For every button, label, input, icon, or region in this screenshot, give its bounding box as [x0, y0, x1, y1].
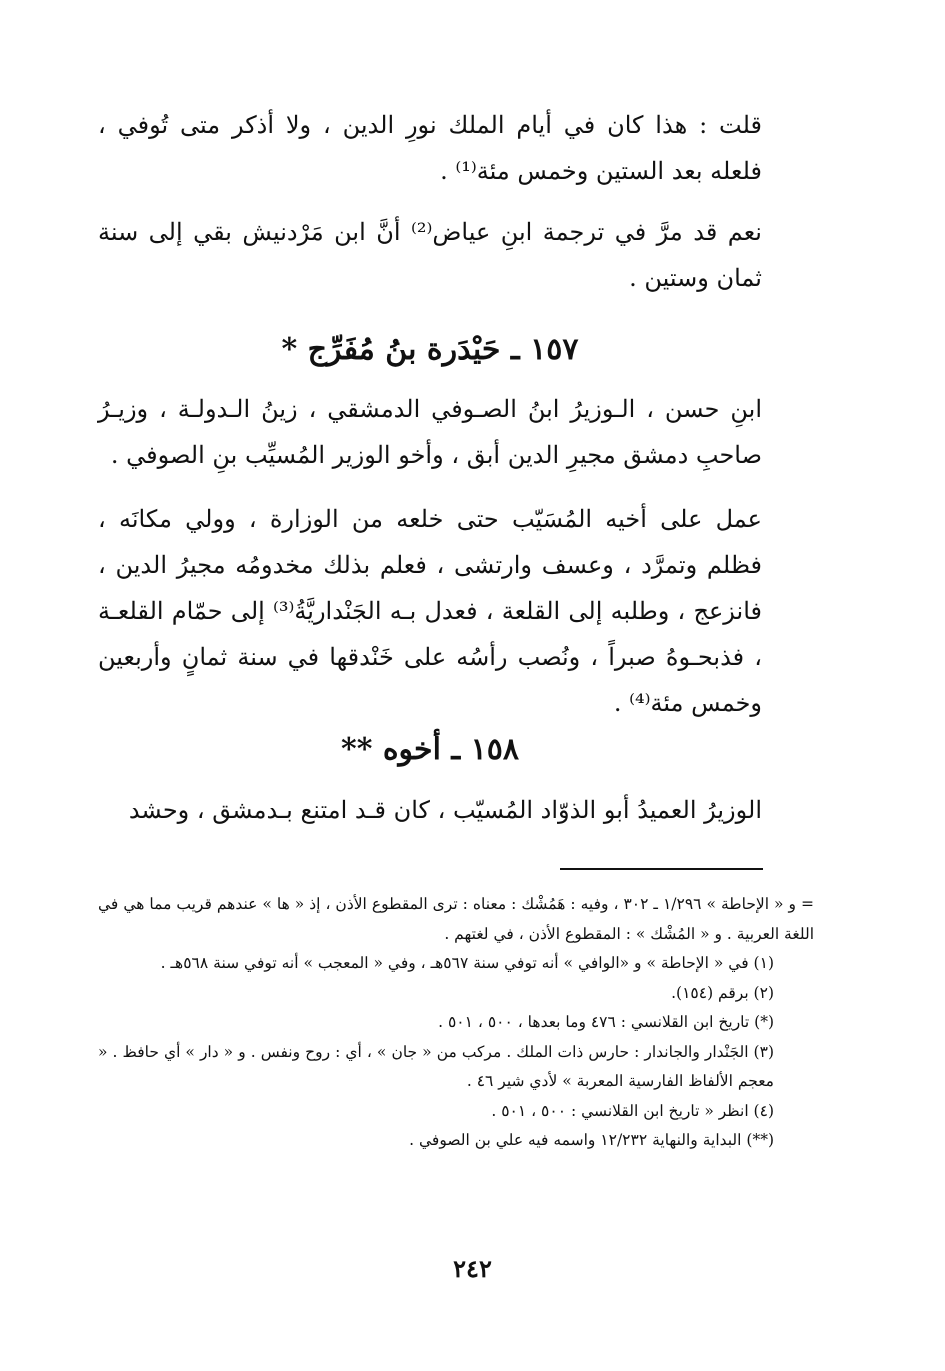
footnote-separator — [560, 868, 763, 870]
footnote-4: (٤) انظر « تاريخ ابن القلانسي : ٥٠٠ ، ٥٠١ . — [491, 1101, 774, 1120]
body-paragraph-3: ابنِ حسن ، الـوزيرُ ابنُ الصـوفي الدمشقي ، زينُ الـدولـة ، وزيـرُ صاحبِ دمشق مجيرِ الدين أبق ، وأخو الوزير المُسيِّب بنِ الصوفي . — [98, 395, 762, 469]
footnote-2: (٢) برقم (١٥٤). — [671, 983, 774, 1002]
entry-heading-158: ١٥٨ ـ أخوه ** — [341, 732, 519, 767]
body-paragraph-4: عمل على أخيه المُسَيّب حتى خلعه من الوزارة ، وولي مكانَه ، فظلم وتمرَّد ، وعسف وارتشى ، فعلم بذلك مخدومُه مجيرُ الدين ، فانزعج ، وطلبه إلى القلعة ، فعدل بـه الجَنْداريَّةُ⁽³⁾ إلى حمّام القلعـة ، فذبحـوهُ صبراً ، ونُصب رأسُه على خَنْدقها في سنة ثمانٍ وأربعين وخمس مئة⁽⁴⁾ . — [98, 505, 762, 717]
footnote-1: (١) في « الإحاطة » و «الوافي » أنه توفي سنة ٥٦٧هـ ، وفي « المعجب » أنه توفي سنة ٥٦٨هـ . — [160, 954, 774, 972]
body-paragraph-5: الوزيرُ العميدُ أبو الذوّاد المُسيّب ، كان قـد امتنع بـدمشق ، وحشد — [128, 796, 762, 824]
body-paragraph-2: نعم قد مرَّ في ترجمة ابنِ عياض⁽²⁾ أنَّ ابن مَرْدنيش بقي إلى سنة ثمان وستين . — [98, 218, 762, 292]
footnote-star: (*) تاريخ ابن القلانسي : ٤٧٦ وما بعدها ، ٥٠٠ ، ٥٠١ . — [438, 1013, 774, 1031]
footnote-3: (٣) الجَنْدار والجاندار : حارس ذات الملك . مركب من « جان » ، أي : روح ونفس . و « دار » أي حافظ . « معجم الألفاظ الفارسية المعربة » لأدي شير ٤٦ . — [98, 1042, 774, 1090]
footnote-double-star: (**) البداية والنهاية ١٢/٢٣٢ واسمه فيه علي بن الصوفي . — [409, 1131, 774, 1149]
body-paragraph-1: قلت : هذا كان في أيام الملك نورِ الدين ، ولا أذكر متى تُوفي ، فلعله بعد الستين وخمس مئة⁽¹⁾ . — [98, 111, 762, 185]
page-number: ٢٤٢ — [453, 1254, 492, 1283]
entry-heading-157: ١٥٧ ـ حَيْدَرة بنُ مُفَرِّج * — [281, 332, 579, 367]
footnote-continuation: = و « الإحاطة » ١/٢٩٦ ـ ٣٠٢ ، وفيه : هَمُشْك : معناه : ترى المقطوع الأذن ، إذ « ها » عندهم قريب مما هي في اللغة العربية . و « المُشْك » : المقطوع الأذن ، في لغتهم . — [98, 895, 814, 943]
footnotes — [98, 890, 814, 1156]
